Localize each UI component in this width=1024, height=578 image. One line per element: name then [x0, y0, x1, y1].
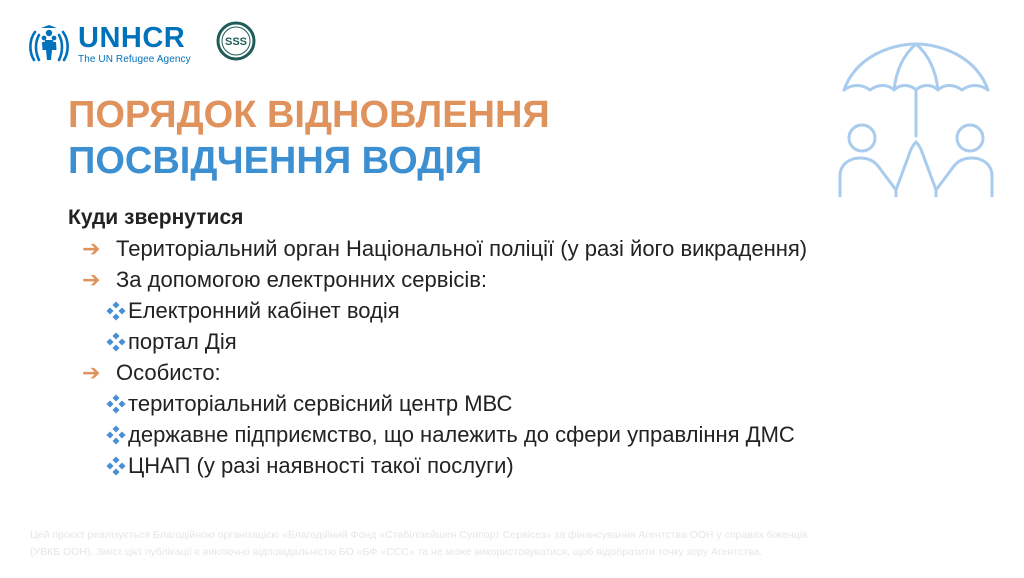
list-item	[68, 357, 807, 388]
page-title	[68, 92, 550, 184]
unhcr-emblem-icon	[26, 24, 72, 64]
diamond-bullet-icon	[106, 301, 126, 321]
list-item-text: За допомогою електронних сервісів:	[116, 266, 488, 292]
arrow-right-icon: ➔	[82, 235, 101, 261]
diamond-bullet-icon	[106, 425, 126, 445]
list-item	[68, 264, 807, 295]
sub-list-item-text: Електронний кабінет водія	[128, 297, 400, 323]
sub-list-item	[68, 326, 807, 357]
list-item	[68, 233, 807, 264]
unhcr-logo	[26, 21, 191, 65]
footer-line-1: Цей проєкт реалізується Благодійною організацією «Благодійний Фонд «Стабілізейшен Суппорт Сервісез» за фінансування Агентства ООН у справах біженців	[30, 529, 808, 541]
sub-list-item-text: територіальний сервісний центр МВС	[128, 390, 513, 416]
sub-list-item	[68, 450, 807, 481]
sub-list-item	[68, 419, 807, 450]
section-heading: Куди звернутися	[68, 206, 244, 229]
footer-line-2: (УВКБ ООН). Зміст цієї публікації є виключно відповідальністю БО «БФ «ССС» та не може використовуватися, щоб відобразити точку зору Агентства.	[30, 546, 763, 558]
diamond-bullet-icon	[106, 456, 126, 476]
list-item-text: Особисто:	[116, 359, 221, 385]
sub-list-item	[68, 295, 807, 326]
sub-list-item-text: державне підприємство, що належить до сфери управління ДМС	[128, 421, 795, 447]
sub-list-item	[68, 388, 807, 419]
list-item-text: Територіальний орган Національної поліції (у разі його викрадення)	[116, 235, 808, 261]
unhcr-tagline: The UN Refugee Agency	[78, 53, 191, 65]
sub-list-item-text: ЦНАП (у разі наявності такої послуги)	[128, 452, 514, 478]
content-list	[68, 203, 807, 481]
diamond-bullet-icon	[106, 332, 126, 352]
sub-list-item-text: портал Дія	[128, 328, 237, 354]
title-line-2: ПОСВІДЧЕННЯ ВОДІЯ	[68, 140, 483, 182]
sss-logo	[216, 21, 256, 61]
footer-disclaimer	[30, 527, 1005, 561]
arrow-right-icon: ➔	[82, 359, 101, 385]
sss-logo-text: SSS	[224, 36, 248, 48]
title-line-1: ПОРЯДОК ВІДНОВЛЕННЯ	[68, 94, 550, 136]
umbrella-people-icon	[836, 40, 994, 200]
unhcr-name: UNHCR	[78, 21, 186, 54]
diamond-bullet-icon	[106, 394, 126, 414]
arrow-right-icon: ➔	[82, 266, 101, 292]
